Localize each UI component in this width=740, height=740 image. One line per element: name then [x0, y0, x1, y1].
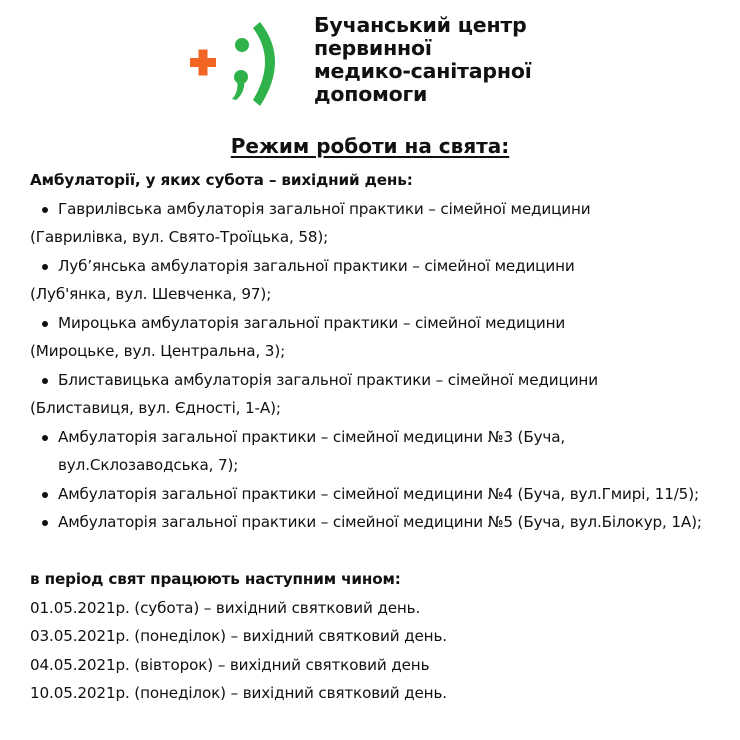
- list-item: [30, 366, 736, 395]
- bullet-icon: [42, 520, 48, 526]
- plus-icon: [190, 50, 216, 76]
- list-item: [30, 252, 736, 281]
- org-name-line: Бучанський центр: [314, 13, 527, 37]
- org-name-line: первинної: [314, 36, 432, 60]
- spacer: [30, 537, 736, 566]
- holiday-line: 03.05.2021р. (понеділок) – вихідний святковий день.: [30, 627, 447, 645]
- main-content: [30, 166, 736, 708]
- logo: [186, 14, 296, 114]
- bullet-icon: [42, 435, 48, 441]
- clinic-address: вул.Склозаводська, 7);: [58, 456, 239, 474]
- page-title: Режим роботи на свята:: [230, 134, 510, 158]
- holiday-line: 01.05.2021р. (субота) – вихідний святковий день.: [30, 598, 421, 617]
- list-item: [30, 309, 736, 338]
- smile-icon: [232, 22, 275, 106]
- clinic-name: Амбулаторія загальної практики – сімейної медицини №4 (Буча, вул.Гмирі, 11/5);: [58, 484, 699, 503]
- org-name-line: медико-санітарної: [314, 59, 532, 83]
- list-item: [30, 423, 736, 452]
- holidays-heading: в період свят працюють наступним чином:: [30, 570, 401, 588]
- org-name-line: допомоги: [314, 82, 428, 106]
- clinic-address: (Гаврилівка, вул. Свято-Троїцька, 58);: [30, 228, 329, 246]
- clinic-name: Мироцька амбулаторія загальної практики – сімейної медицини: [58, 313, 566, 332]
- clinic-address: (Луб'янка, вул. Шевченка, 97);: [30, 285, 272, 303]
- clinic-name: Амбулаторія загальної практики – сімейної медицини №5 (Буча, вул.Білокур, 1А);: [58, 513, 702, 531]
- clinic-address: (Блиставиця, вул. Єдності, 1-А);: [30, 399, 281, 417]
- bullet-icon: [42, 207, 48, 213]
- list-item: [30, 195, 736, 224]
- clinic-address: (Мироцьке, вул. Центральна, 3);: [30, 342, 286, 360]
- bullet-icon: [42, 378, 48, 384]
- list-item: [30, 480, 736, 509]
- organization-name: [314, 14, 532, 106]
- clinic-name: Амбулаторія загальної практики – сімейної медицини №3 (Буча,: [58, 427, 566, 446]
- clinics-heading: Амбулаторії, у яких субота – вихідний день:: [30, 171, 413, 189]
- clinic-name: Блиставицька амбулаторія загальної практики – сімейної медицини: [58, 370, 598, 389]
- bullet-icon: [42, 264, 48, 270]
- bullet-icon: [42, 321, 48, 327]
- holiday-line: 10.05.2021р. (понеділок) – вихідний святковий день.: [30, 684, 447, 702]
- clinic-name: Луб’янська амбулаторія загальної практики – сімейної медицини: [58, 256, 575, 275]
- list-item: [30, 508, 736, 537]
- clinic-name: Гаврилівська амбулаторія загальної практики – сімейної медицини: [58, 199, 591, 218]
- bullet-icon: [42, 492, 48, 498]
- holiday-line: 04.05.2021р. (вівторок) – вихідний святковий день: [30, 655, 430, 674]
